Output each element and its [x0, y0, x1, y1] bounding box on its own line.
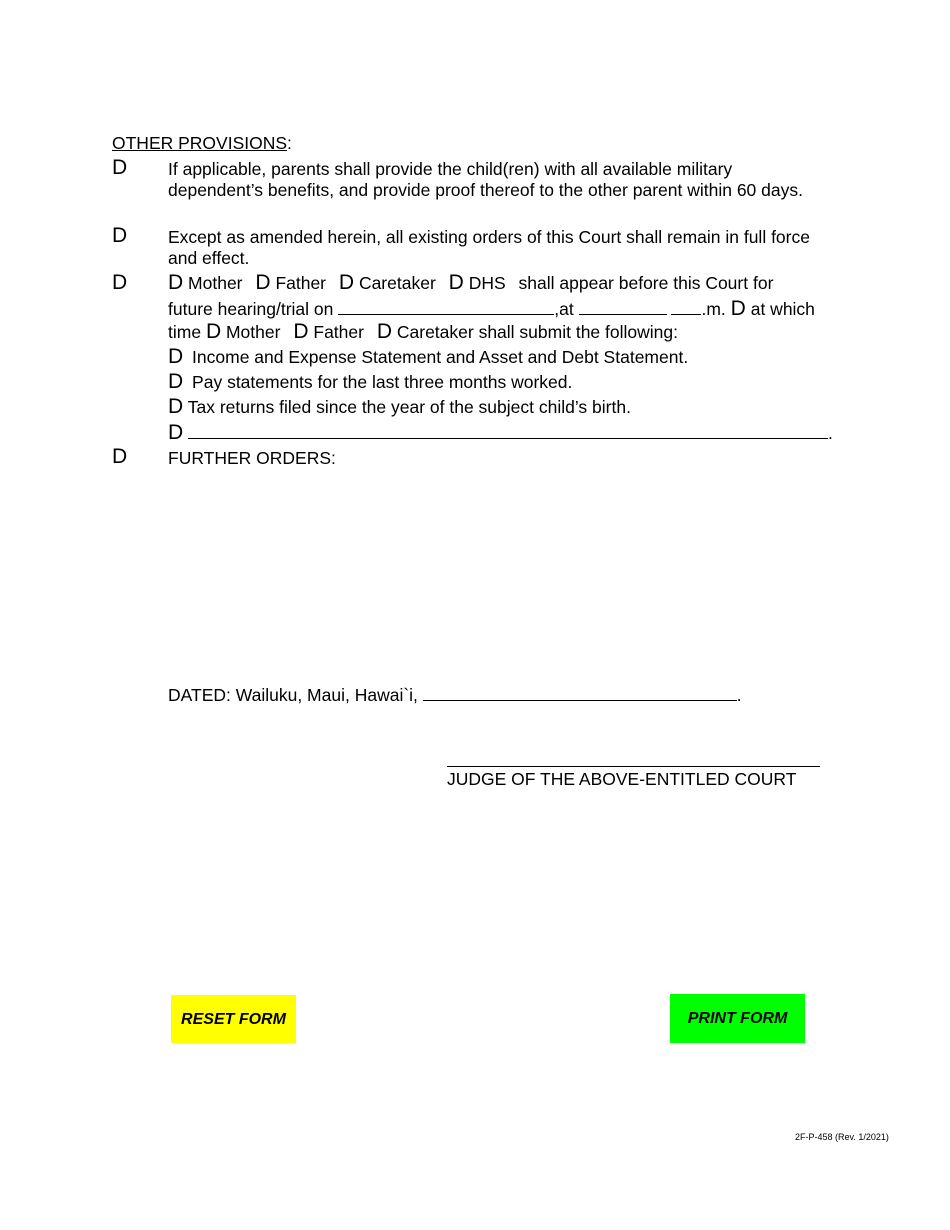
section-heading: OTHER PROVISIONS:	[112, 133, 292, 153]
at-which-label: at which	[750, 299, 815, 319]
print-form-button[interactable]: PRINT FORM	[670, 994, 805, 1043]
mother-checkbox[interactable]: D	[168, 271, 184, 294]
am-pm-field[interactable]	[671, 297, 701, 315]
pay-statements-label: Pay statements for the last three months worked.	[192, 372, 573, 392]
further-orders-area[interactable]	[168, 475, 818, 655]
judge-label: JUDGE OF THE ABOVE-ENTITLED COURT	[447, 769, 797, 789]
submit-mother-checkbox[interactable]: D	[205, 320, 222, 343]
at-label: ,at	[554, 299, 574, 319]
provision-1-text: If applicable, parents shall provide the child(ren) with all available military dependent’s benefits, and provide proof thereof to the other parent within 60 days.	[168, 159, 803, 200]
appear-text: shall appear before this Court for	[518, 273, 774, 293]
hearing-date-field[interactable]	[338, 297, 554, 315]
dated-label: DATED: Wailuku, Maui, Hawai`i,	[168, 685, 418, 705]
provision-2-text: Except as amended herein, all existing orders of this Court shall remain in full force and effect.	[168, 227, 810, 268]
submit-mother-label: Mother	[225, 322, 281, 342]
tax-returns-label: Tax returns filed since the year of the subject child’s birth.	[187, 397, 631, 417]
pay-statements-checkbox[interactable]: D	[168, 370, 184, 393]
hearing-time-field[interactable]	[579, 297, 667, 315]
tax-returns-checkbox[interactable]: D	[168, 395, 184, 418]
time-label: time	[168, 322, 202, 342]
submit-text: Caretaker shall submit the following:	[396, 322, 678, 342]
submit-father-checkbox[interactable]: D	[293, 320, 309, 343]
dhs-checkbox[interactable]: D	[448, 271, 464, 294]
m-label: .m.	[701, 299, 726, 319]
pay-statements-item	[168, 371, 572, 393]
caretaker-checkbox[interactable]: D	[338, 271, 355, 294]
provision-1-checkbox[interactable]: D	[112, 156, 128, 179]
other-item-checkbox[interactable]: D	[168, 421, 184, 444]
mother-label: Mother	[188, 273, 243, 293]
father-label: Father	[275, 273, 327, 293]
judge-signature-line[interactable]	[447, 766, 820, 767]
provision-2-checkbox[interactable]: D	[112, 224, 128, 247]
income-checkbox[interactable]: D	[168, 345, 184, 368]
other-item: D .	[168, 421, 833, 444]
future-hearing-label: future hearing/trial on	[168, 299, 334, 319]
further-orders-label: FURTHER ORDERS:	[168, 448, 336, 468]
dated-field[interactable]	[423, 683, 737, 701]
submit-caretaker-checkbox[interactable]: D	[376, 320, 392, 343]
income-label: Income and Expense Statement and Asset and Debt Statement.	[192, 347, 689, 367]
appear-parties-line	[168, 272, 773, 294]
further-orders-checkbox[interactable]: D	[112, 445, 128, 468]
dated-line: DATED: Wailuku, Maui, Hawai`i, .	[168, 685, 742, 705]
hearing-date-line	[168, 297, 815, 320]
form-number: 2F-P-458 (Rev. 1/2021)	[795, 1132, 889, 1142]
father-checkbox[interactable]: D	[255, 271, 271, 294]
income-item	[168, 346, 688, 368]
dhs-label: DHS	[468, 273, 506, 293]
submit-parties-line	[168, 321, 678, 343]
submit-checkbox[interactable]: D	[730, 297, 746, 320]
tax-returns-item	[168, 396, 631, 418]
reset-form-button[interactable]: RESET FORM	[171, 995, 296, 1043]
other-item-field[interactable]	[188, 421, 828, 439]
submit-father-label: Father	[313, 322, 364, 342]
caretaker-label: Caretaker	[358, 273, 436, 293]
provision-3-checkbox[interactable]: D	[112, 271, 128, 294]
